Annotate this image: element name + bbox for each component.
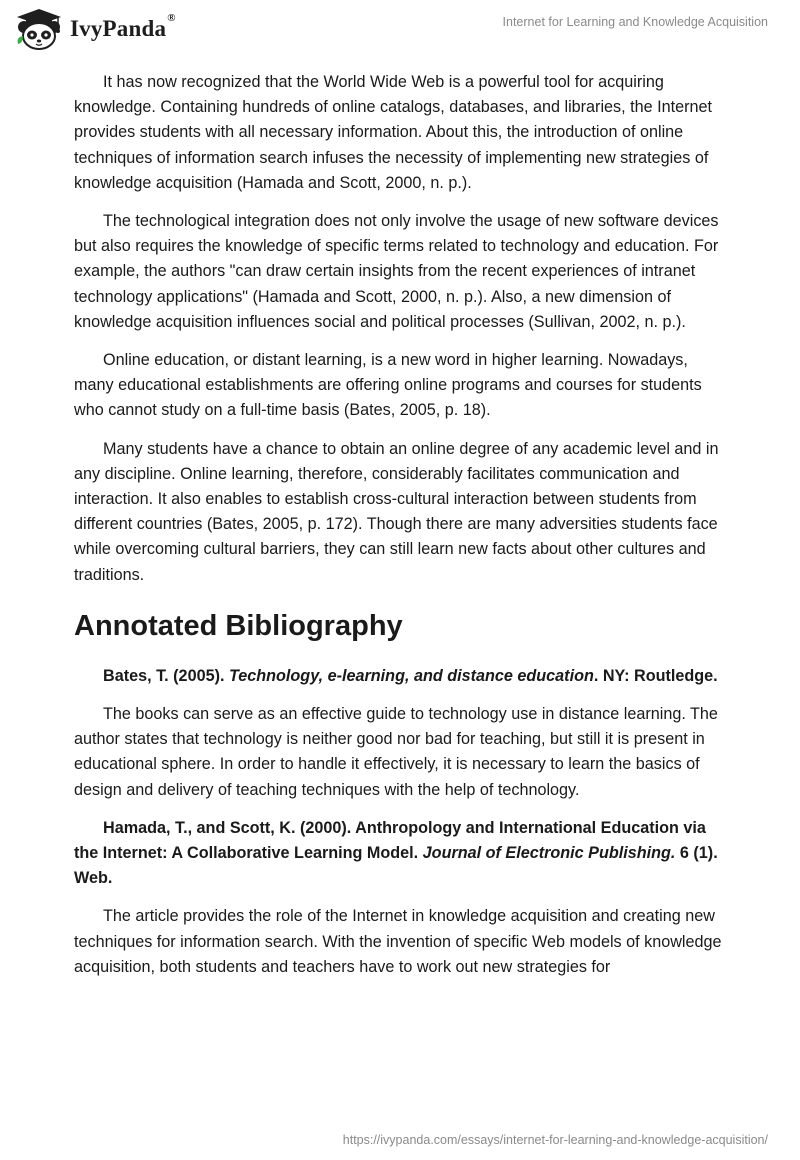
reference-authors: Hamada, T., and Scott, K. (2000). Anthropology and International Education via the Internet: A Collaborative Learning Model. (74, 818, 706, 863)
brand-name: IvyPanda® (70, 12, 176, 41)
reference-journal: Journal of Electronic Publishing. (422, 844, 676, 863)
reference-title: Technology, e-learning, and distance education (228, 666, 594, 685)
section-heading: Annotated Bibliography (74, 609, 403, 642)
bibliography-annotation: The books can serve as an effective guide to technology use in distance learning. The author states that technology is neither good nor bad for teaching, but still it is present in educational sphere. In order to handle it effectively, it is necessary to learn the basics of design and delivery of teaching techniques with the help of technology. (74, 705, 718, 799)
reference-volume: 6 (1). Web. (74, 844, 718, 888)
essay-content (74, 70, 728, 993)
paragraph: Many students have a chance to obtain an online degree of any academic level and in any discipline. Online learning, therefore, considerably facilitates communication and interaction. It also enables to establish cross-cultural interaction between students from different countries (Bates, 2005, p. 172). Though there are many adversities students face while overcoming cultural barriers, they can still learn new facts about other cultures and traditions. (74, 439, 719, 584)
logo[interactable] (14, 8, 176, 50)
registered-mark: ® (167, 12, 176, 24)
paragraph: The technological integration does not only involve the usage of new software devices but also requires the knowledge of specific terms related to technology and education. For example, the authors "can draw certain insights from the recent experiences of intranet technology applications" (Hamada and Scott, 2000, n. p.). Also, a new dimension of knowledge acquisition influences social and political processes (Sullivan, 2002, n. p.). (74, 212, 719, 331)
reference-publisher: . NY: Routledge. (593, 666, 718, 685)
reference-authors: Bates, T. (2005). (103, 666, 229, 685)
page-header (0, 0, 800, 66)
bibliography-annotation: The article provides the role of the Internet in knowledge acquisition and creating new techniques for information search. With the invention of specific Web models of knowledge acquisition, both students and teachers have to work out new strategies for (74, 907, 722, 976)
bibliography-reference (74, 664, 728, 689)
paragraph: Online education, or distant learning, is a new word in higher learning. Nowadays, many educational establishments are offering online programs and courses for students who cannot study on a full-time basis (Bates, 2005, p. 18). (74, 351, 702, 420)
panda-mascot-icon (14, 8, 64, 50)
source-url[interactable]: https://ivypanda.com/essays/internet-for-learning-and-knowledge-acquisition/ (342, 1133, 768, 1147)
bibliography-reference (74, 816, 728, 892)
document-title: Internet for Learning and Knowledge Acquisition (502, 15, 768, 29)
paragraph: It has now recognized that the World Wide Web is a powerful tool for acquiring knowledge. Containing hundreds of online catalogs, databases, and libraries, the Internet provides students with all necessary information. About this, the introduction of online techniques of information search infuses the necessity of implementing new strategies of knowledge acquisition (Hamada and Scott, 2000, n. p.). (74, 73, 713, 192)
